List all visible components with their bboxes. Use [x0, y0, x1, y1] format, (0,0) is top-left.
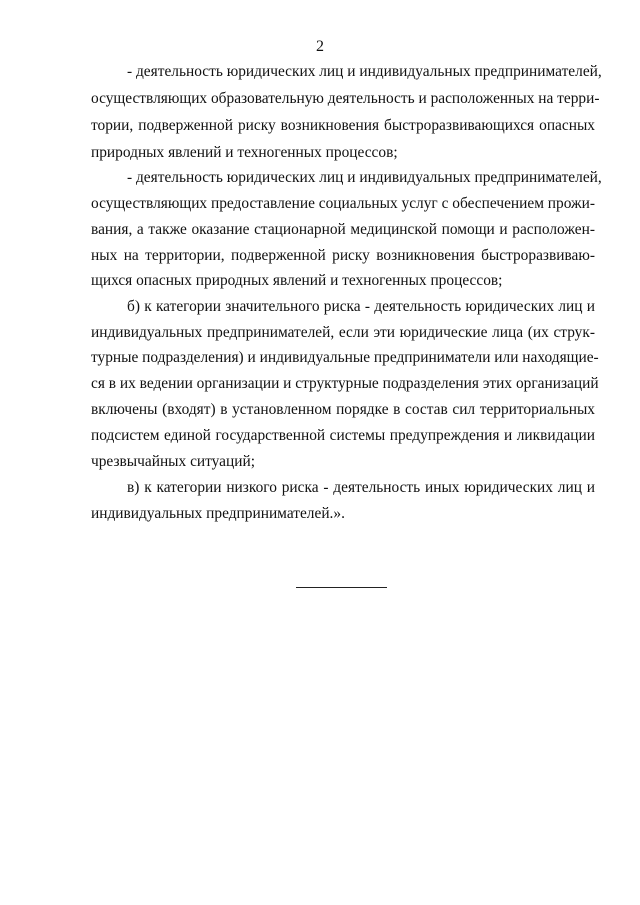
text-line: в) к категории низкого риска - деятельность иных юридических лиц и: [127, 479, 595, 496]
text-line: вания, а также оказание стационарной медицинской помощи и расположен-: [91, 221, 595, 238]
text-line: - деятельность юридических лиц и индивидуальных предпринимателей,: [127, 169, 602, 186]
text-line: осуществляющих предоставление социальных услуг с обеспечением прожи-: [91, 195, 596, 212]
text-line: ных на территории, подверженной риску возникновения быстроразвиваю-: [91, 247, 595, 264]
text-line: индивидуальных предпринимателей.».: [91, 505, 345, 522]
text-line: природных явлений и техногенных процессов;: [91, 144, 398, 161]
text-line: турные подразделения) и индивидуальные предприниматели или находящие-: [91, 349, 599, 366]
text-line: щихся опасных природных явлений и техногенных процессов;: [91, 272, 503, 289]
text-line: подсистем единой государственной системы предупреждения и ликвидации: [91, 427, 595, 444]
text-line: индивидуальных предпринимателей, если эти юридические лица (их струк-: [91, 324, 595, 341]
text-line: осуществляющих образовательную деятельность и расположенных на терри-: [91, 90, 600, 107]
page-number: 2: [316, 38, 324, 55]
separator-line: [296, 587, 387, 588]
text-line: ся в их ведении организации и структурные подразделения этих организаций: [91, 375, 599, 392]
text-line: - деятельность юридических лиц и индивидуальных предпринимателей,: [127, 63, 602, 80]
text-line: б) к категории значительного риска - деятельность юридических лиц и: [127, 298, 595, 315]
text-line: включены (входят) в установленном порядке в состав сил территориальных: [91, 401, 595, 418]
text-line: чрезвычайных ситуаций;: [91, 453, 255, 470]
text-line: тории, подверженной риску возникновения быстроразвивающихся опасных: [91, 117, 595, 134]
